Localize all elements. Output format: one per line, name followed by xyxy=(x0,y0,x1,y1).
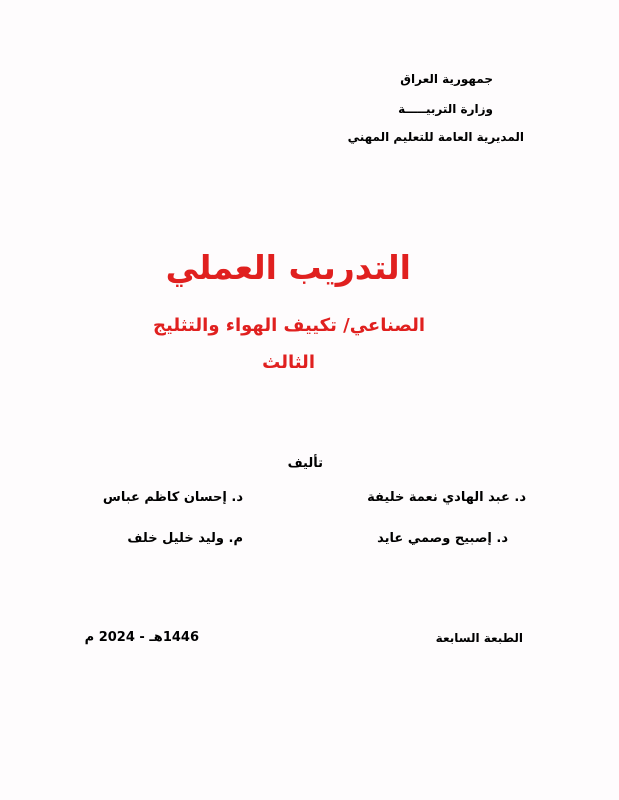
edition-label: الطبعة السابعة xyxy=(435,631,523,645)
directorate-line: المديرية العامة للتعليم المهني xyxy=(347,130,524,144)
author-name: م. وليد خليل خلف xyxy=(127,531,243,546)
book-subtitle: الصناعي/ تكييف الهواء والتثليج xyxy=(153,315,425,336)
book-title: التدريب العملي xyxy=(165,248,411,287)
country-line: جمهورية العراق xyxy=(400,72,493,86)
publication-year: 1446هـ - 2024 م xyxy=(84,630,199,645)
author-name: د. إحسان كاظم عباس xyxy=(102,490,243,505)
author-name: د. عبد الهادي نعمة خليفة xyxy=(367,490,526,505)
grade-label: الثالث xyxy=(262,352,315,373)
ministry-line: وزارة التربيـــــة xyxy=(398,102,493,116)
authors-heading: تأليف xyxy=(287,456,323,471)
author-name: د. إصبيح وصمي عايد xyxy=(377,531,508,546)
